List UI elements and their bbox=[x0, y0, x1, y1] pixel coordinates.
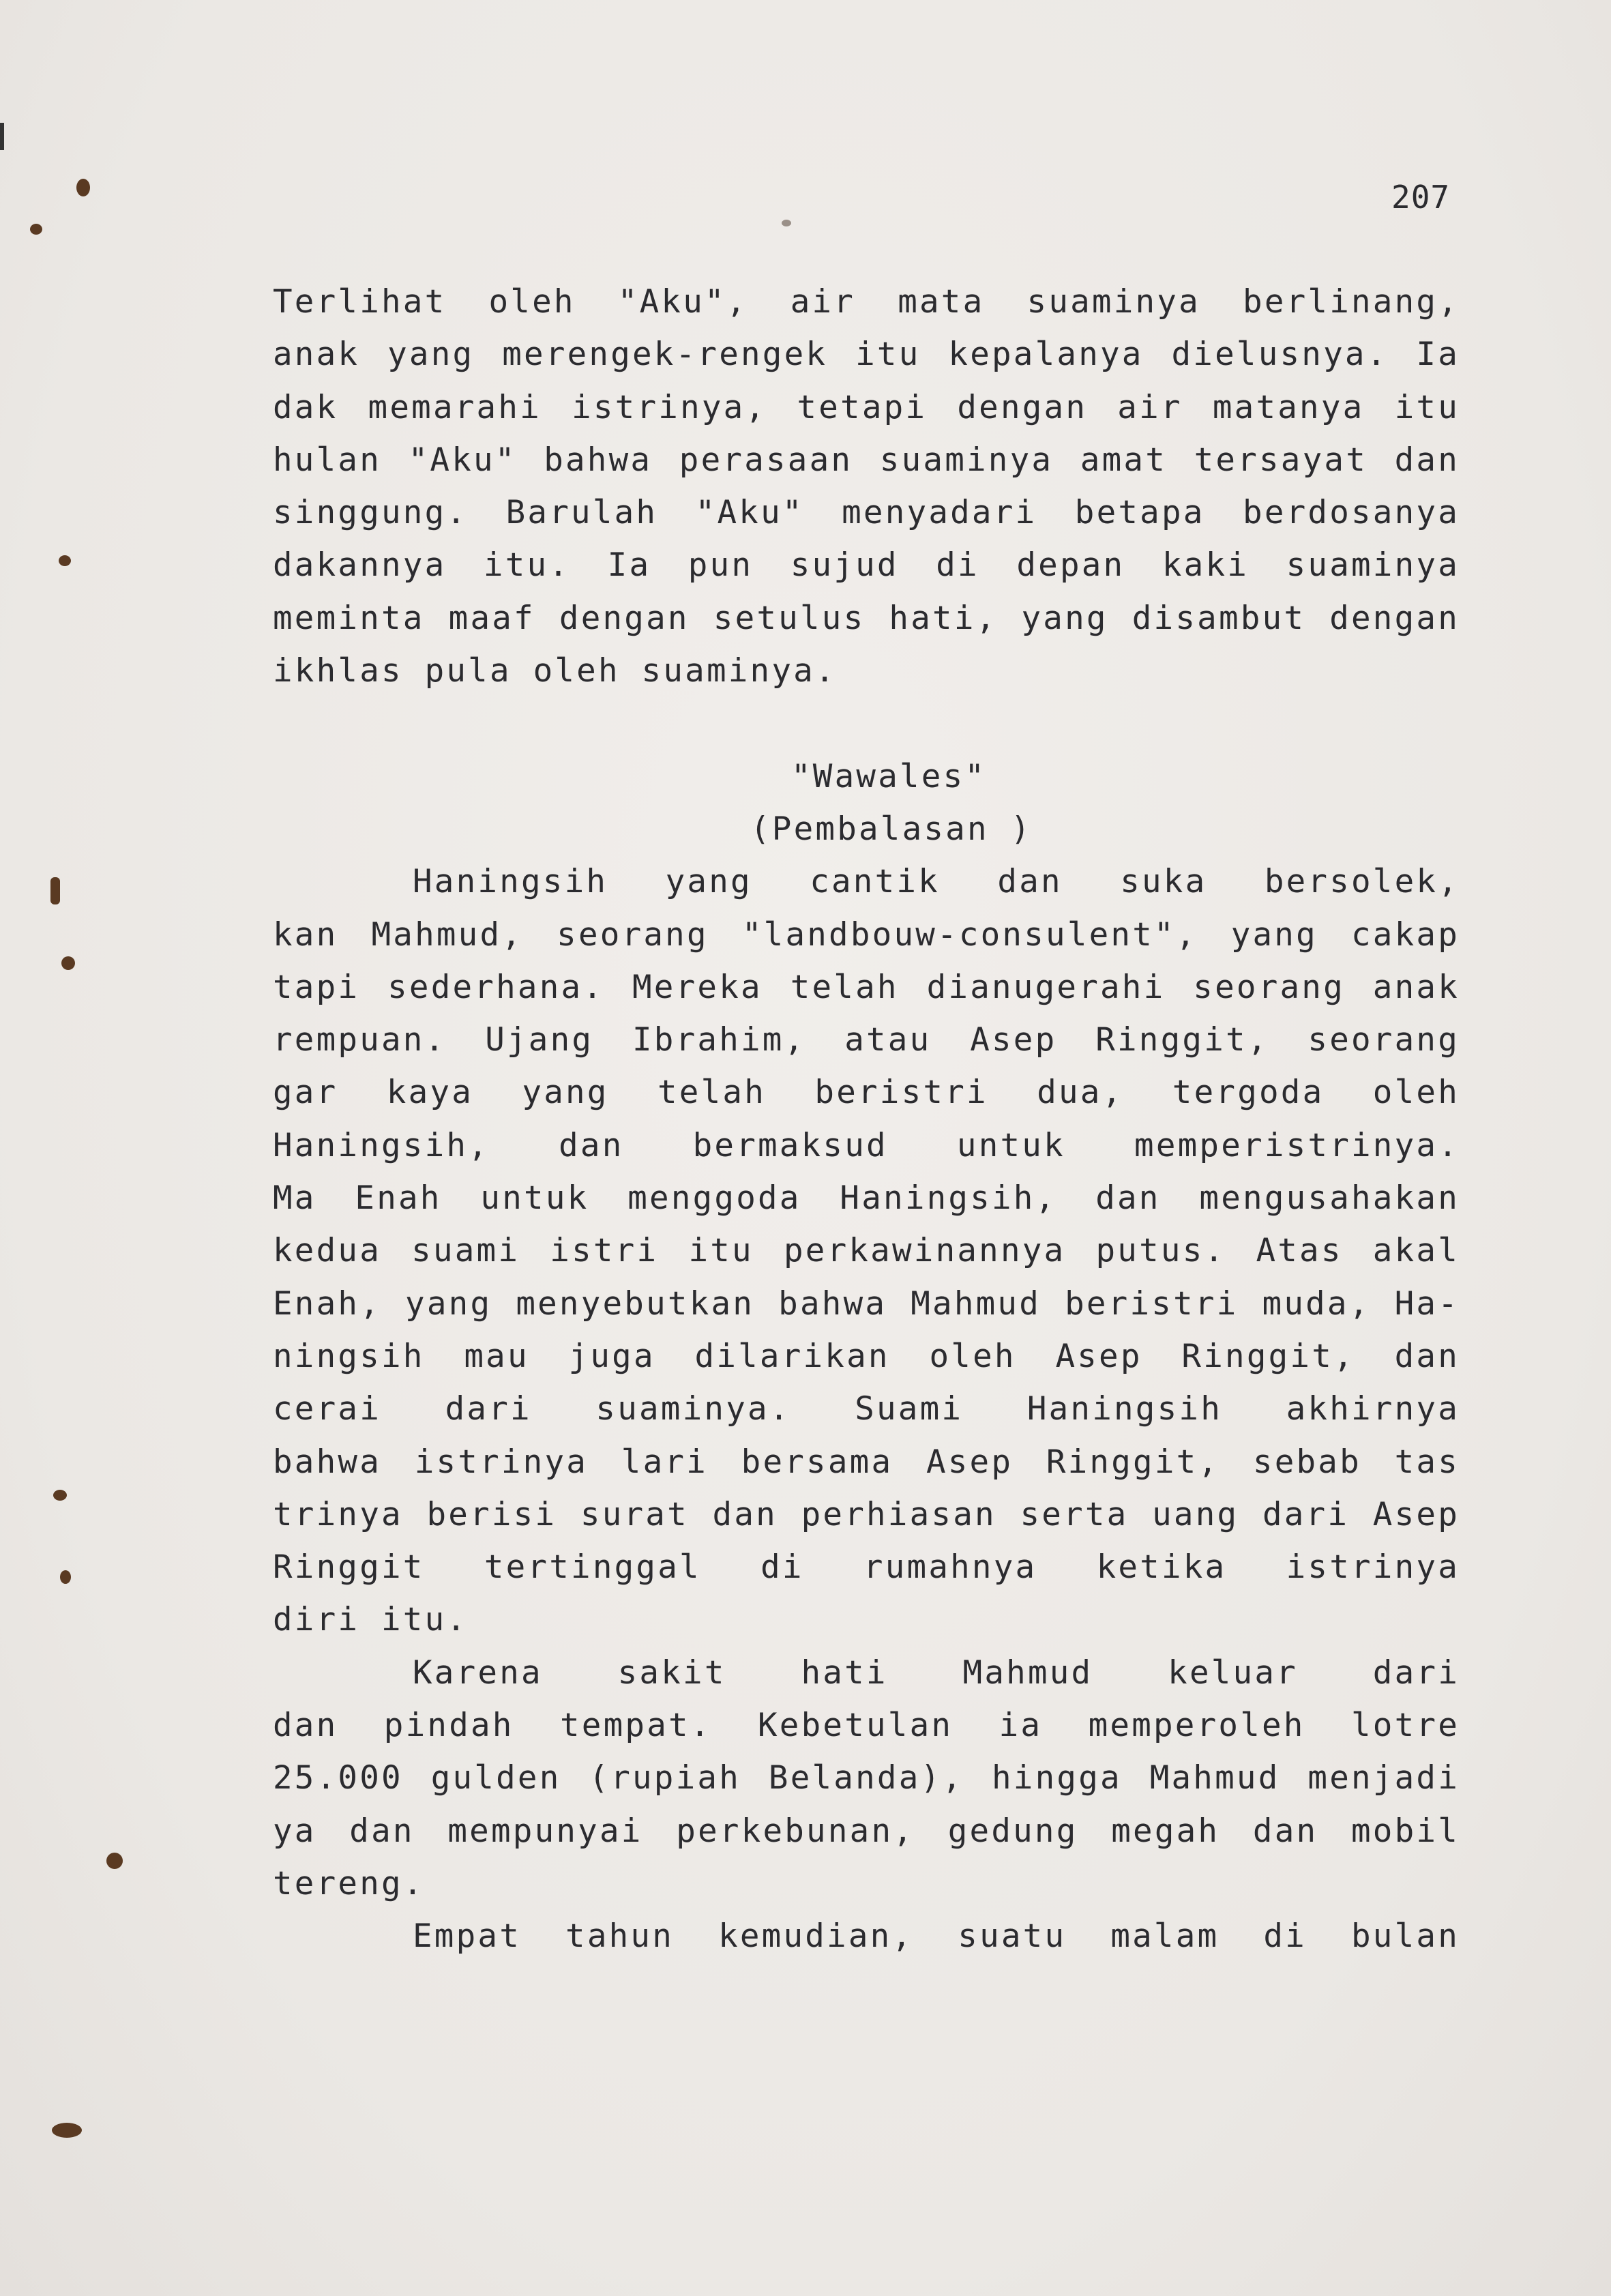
stain-speck bbox=[106, 1853, 123, 1869]
text-line: diri itu. bbox=[273, 1601, 469, 1639]
text-line: dak memarahi istrinya, tetapi dengan air matanya itu bbox=[273, 388, 1460, 426]
page-number: 207 bbox=[1391, 179, 1451, 216]
text-line: bahwa istrinya lari bersama Asep Ringgit, sebab tas bbox=[273, 1443, 1460, 1481]
binding-edge-mark bbox=[0, 123, 4, 150]
text-line: kan Mahmud, seorang "landbouw-consulent", yang cakap bbox=[273, 915, 1460, 954]
spacer bbox=[273, 697, 1460, 750]
text-line: Empat tahun kemudian, suatu malam di bulan bbox=[413, 1917, 1460, 1956]
body-text bbox=[273, 276, 1460, 1963]
text-line: Enah, yang menyebutkan bahwa Mahmud beristri muda, Ha- bbox=[273, 1284, 1460, 1323]
stain-speck bbox=[782, 220, 791, 226]
text-line: meminta maaf dengan setulus hati, yang disambut dengan bbox=[273, 599, 1460, 637]
text-line: Haningsih, dan bermaksud untuk memperistrinya. bbox=[273, 1126, 1460, 1164]
stain-speck bbox=[50, 877, 60, 904]
text-line: ikhlas pula oleh suaminya. bbox=[273, 652, 837, 690]
stain-speck bbox=[53, 1490, 67, 1501]
text-line: ningsih mau juga dilarikan oleh Asep Ringgit, dan bbox=[273, 1337, 1460, 1375]
section-subtitle: (Pembalasan ) bbox=[750, 810, 1033, 848]
text-line: rempuan. Ujang Ibrahim, atau Asep Ringgit, seorang bbox=[273, 1021, 1460, 1059]
text-line: ya dan mempunyai perkebunan, gedung megah dan mobil bbox=[273, 1812, 1460, 1850]
text-line: gar kaya yang telah beristri dua, tergoda oleh bbox=[273, 1074, 1460, 1112]
stain-speck bbox=[52, 2123, 82, 2138]
text-line: tapi sederhana. Mereka telah dianugerahi seorang anak bbox=[273, 968, 1460, 1006]
stain-speck bbox=[59, 555, 71, 566]
text-line: Ma Enah untuk menggoda Haningsih, dan mengusahakan bbox=[273, 1179, 1460, 1218]
text-line: singgung. Barulah "Aku" menyadari betapa berdosanya bbox=[273, 494, 1460, 532]
text-line: Ringgit tertinggal di rumahnya ketika istrinya bbox=[273, 1548, 1460, 1587]
stain-speck bbox=[60, 1570, 71, 1584]
text-line: hulan "Aku" bahwa perasaan suaminya amat tersayat dan bbox=[273, 441, 1460, 479]
section-title: "Wawales" bbox=[791, 757, 987, 795]
text-line: Karena sakit hati Mahmud keluar dari bbox=[413, 1653, 1460, 1692]
text-line: anak yang merengek-rengek itu kepalanya dielusnya. Ia bbox=[273, 336, 1460, 374]
text-line: kedua suami istri itu perkawinannya putus. Atas akal bbox=[273, 1232, 1460, 1270]
text-line: 25.000 gulden (rupiah Belanda), hingga Mahmud menjadi bbox=[273, 1759, 1460, 1797]
text-line: Haningsih yang cantik dan suka bersolek, bbox=[413, 863, 1460, 901]
text-line: cerai dari suaminya. Suami Haningsih akhirnya bbox=[273, 1390, 1460, 1428]
text-line: dan pindah tempat. Kebetulan ia memperoleh lotre bbox=[273, 1707, 1460, 1745]
stain-speck bbox=[30, 224, 42, 235]
text-line: trinya berisi surat dan perhiasan serta uang dari Asep bbox=[273, 1495, 1460, 1533]
text-line: dakannya itu. Ia pun sujud di depan kaki suaminya bbox=[273, 546, 1460, 585]
text-line: Terlihat oleh "Aku", air mata suaminya berlinang, bbox=[273, 283, 1460, 321]
stain-speck bbox=[76, 179, 90, 196]
text-line: tereng. bbox=[273, 1864, 425, 1902]
stain-speck bbox=[61, 956, 75, 970]
